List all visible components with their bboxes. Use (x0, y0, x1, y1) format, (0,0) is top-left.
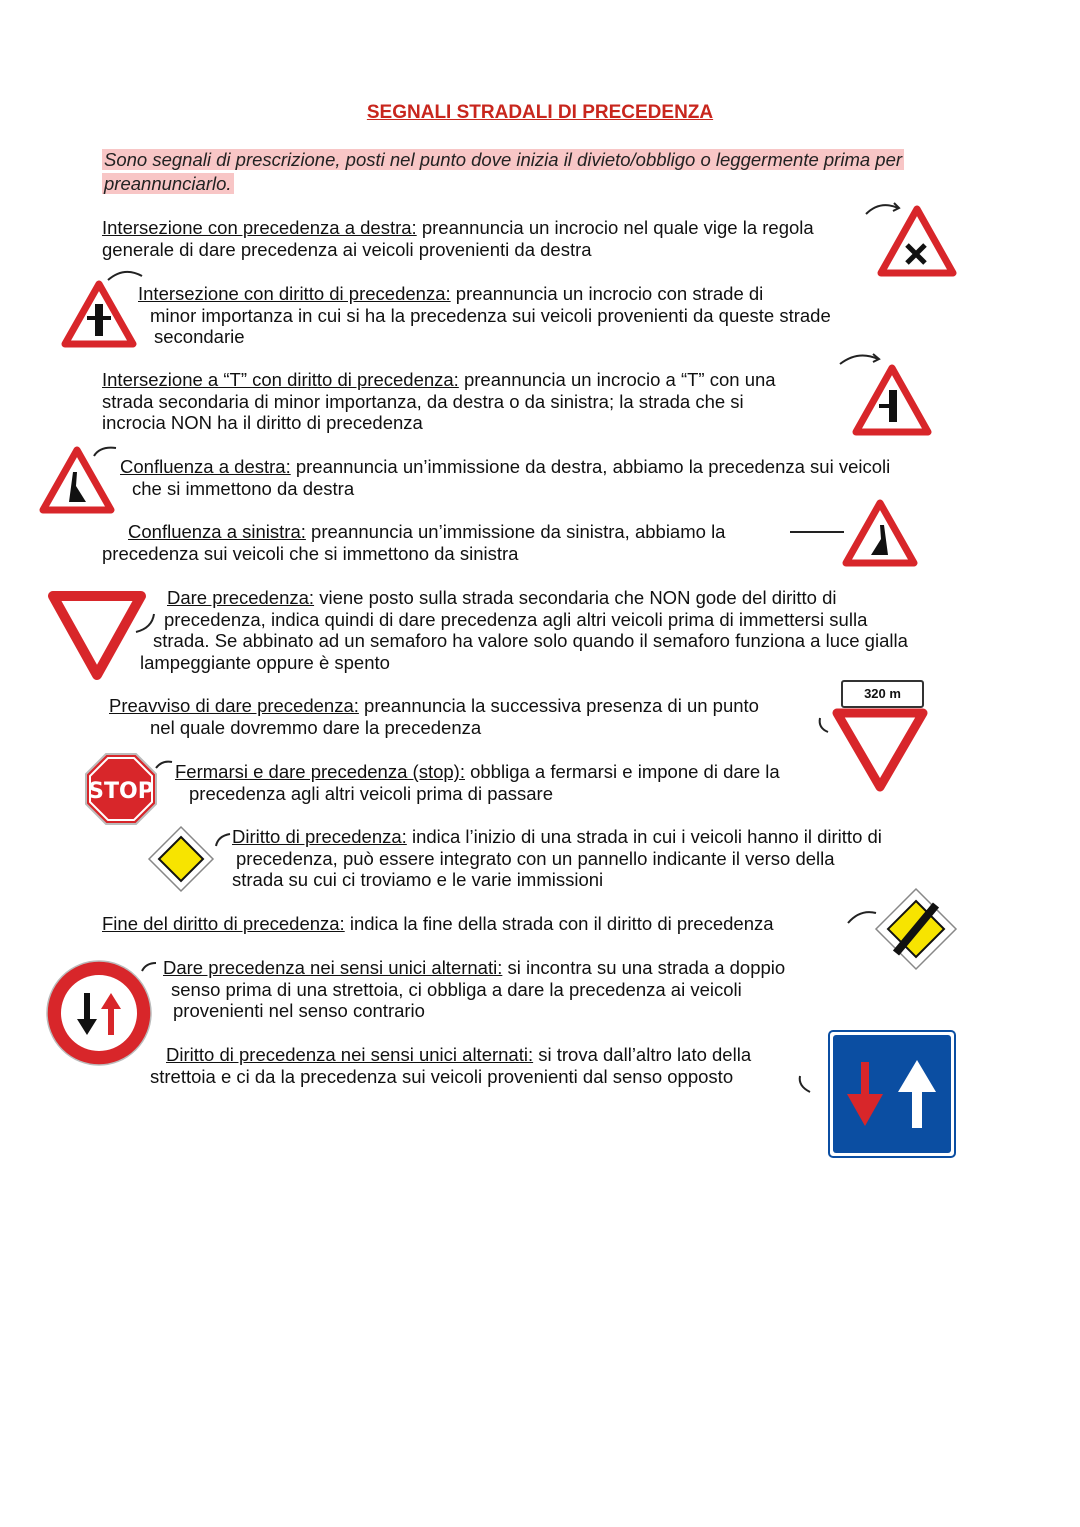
entry-text: senso prima di una strettoia, ci obbliga a dare la precedenza ai veicoli (171, 978, 742, 1000)
entry-text: si incontra su una strada a doppio (502, 957, 786, 978)
t-intersection-priority-sign (853, 364, 931, 436)
entry-text: nel quale dovremmo dare la precedenza (150, 716, 482, 738)
entry-text: preannuncia un’immissione da destra, abbiamo la precedenza sui veicoli (290, 456, 891, 477)
entry-text: preannuncia la successiva presenza di un punto (358, 695, 759, 716)
entry-text: precedenza, indica quindi di dare precedenza agli altri veicoli prima di immettersi sulla (164, 608, 868, 630)
entry-text: obbliga a fermarsi e impone di dare la (464, 761, 780, 782)
entry-text: incrocia NON ha il diritto di precedenza (102, 412, 423, 433)
entry-text: che si immettono da destra (132, 477, 355, 499)
curved-arrow-icon (106, 266, 146, 286)
entry-heading: Diritto di precedenza nei sensi unici alternati: (166, 1044, 534, 1065)
entry-intersezione-precedenza-destra (102, 217, 814, 260)
entry-text: indica la fine della strada con il diritto di precedenza (344, 913, 774, 934)
give-way-ahead-sign (833, 708, 927, 792)
intro-line-1: Sono segnali di prescrizione, posti nel punto dove inizia il divieto/obbligo o leggermente prima per (104, 149, 903, 170)
entry-stop (175, 761, 780, 804)
entry-heading: Intersezione a “T” con diritto di precedenza: (102, 369, 459, 390)
entry-heading: Diritto di precedenza: (232, 826, 407, 847)
entry-text: lampeggiante oppure è spento (140, 651, 390, 673)
curved-arrow-icon (864, 200, 904, 220)
entry-text: strettoia e ci da la precedenza sui veicoli provenienti dal senso opposto (150, 1065, 734, 1087)
entry-text: preannuncia un incrocio a “T” con una (458, 369, 776, 390)
curved-arrow-icon (846, 907, 880, 927)
entry-text: viene posto sulla strada secondaria che NON gode del diritto di (314, 587, 837, 608)
entry-text: strada secondaria di minor importanza, da destra o da sinistra; la strada che si (102, 390, 744, 412)
entry-confluenza-sinistra (102, 521, 725, 564)
entry-heading: Fine del diritto di precedenza: (102, 913, 345, 934)
entry-confluenza-destra (120, 456, 890, 499)
entry-text: strada. Se abbinato ad un semaforo ha valore solo quando il semaforo funziona a luce gialla (153, 630, 908, 651)
curved-arrow-icon (152, 756, 176, 772)
curved-arrow-icon (132, 610, 158, 636)
entry-text: strada su cui ci troviamo e le varie immissioni (232, 869, 604, 890)
entry-heading: Intersezione con diritto di precedenza: (138, 283, 451, 304)
curved-arrow-icon (138, 959, 160, 975)
priority-over-oncoming-sign (828, 1030, 956, 1158)
intro-paragraph (102, 148, 982, 196)
entry-heading: Dare precedenza nei sensi unici alternati: (163, 957, 503, 978)
entry-text: preannuncia un’immissione da sinistra, abbiamo la (305, 521, 726, 542)
entry-dare-precedenza-sensi-unici (163, 957, 785, 1022)
entry-text: secondarie (154, 326, 245, 347)
entry-text: indica l’inizio di una strada in cui i veicoli hanno il diritto di (406, 826, 882, 847)
entry-text: precedenza agli altri veicoli prima di passare (189, 782, 554, 804)
arrow-right-icon (788, 526, 852, 538)
entry-diritto-precedenza (232, 826, 882, 891)
give-way-oncoming-sign (45, 959, 153, 1067)
curved-arrow-icon (90, 444, 120, 460)
stop-sign (84, 752, 158, 826)
merge-left-sign (843, 499, 917, 567)
entry-dare-precedenza (140, 587, 908, 673)
entry-text: preannuncia un incrocio con strade di (450, 283, 764, 304)
entry-intersezione-diritto-precedenza (138, 283, 831, 348)
curved-arrow-icon (210, 830, 234, 850)
entry-heading: Confluenza a destra: (120, 456, 291, 477)
entry-preavviso-dare-precedenza (109, 695, 759, 738)
entry-text: preannuncia un incrocio nel quale vige la regola (416, 217, 814, 238)
priority-intersection-sign (62, 280, 136, 348)
priority-road-sign (147, 825, 215, 893)
entry-heading: Dare precedenza: (167, 587, 315, 608)
entry-text: provenienti nel senso contrario (173, 1000, 425, 1021)
entry-heading: Preavviso di dare precedenza: (109, 695, 359, 716)
curved-arrow-icon (794, 1072, 818, 1096)
entry-text: si trova dall’altro lato della (533, 1044, 752, 1065)
distance-panel: 320 m (841, 680, 924, 708)
entry-intersezione-t (102, 369, 776, 434)
entry-heading: Confluenza a sinistra: (128, 521, 306, 542)
page-title: SEGNALI STRADALI DI PRECEDENZA (366, 102, 714, 123)
entry-heading: Intersezione con precedenza a destra: (102, 217, 417, 238)
entry-text: precedenza sui veicoli che si immettono da sinistra (102, 542, 519, 564)
curved-arrow-icon (838, 350, 884, 370)
intro-line-2: preannunciarlo. (104, 173, 232, 194)
entry-diritto-precedenza-sensi-unici (150, 1044, 751, 1087)
stop-sign-text: STOP (88, 779, 154, 804)
end-priority-road-sign (874, 887, 958, 971)
curved-arrow-icon (814, 714, 836, 736)
entry-text: precedenza, può essere integrato con un pannello indicante il verso della (236, 847, 835, 869)
give-way-sign (49, 591, 145, 681)
entry-fine-diritto-precedenza (102, 913, 774, 935)
entry-heading: Fermarsi e dare precedenza (stop): (175, 761, 465, 782)
entry-text: generale di dare precedenza ai veicoli provenienti da destra (102, 238, 592, 260)
entry-text: minor importanza in cui si ha la precedenza sui veicoli provenienti da queste strade (150, 304, 831, 326)
